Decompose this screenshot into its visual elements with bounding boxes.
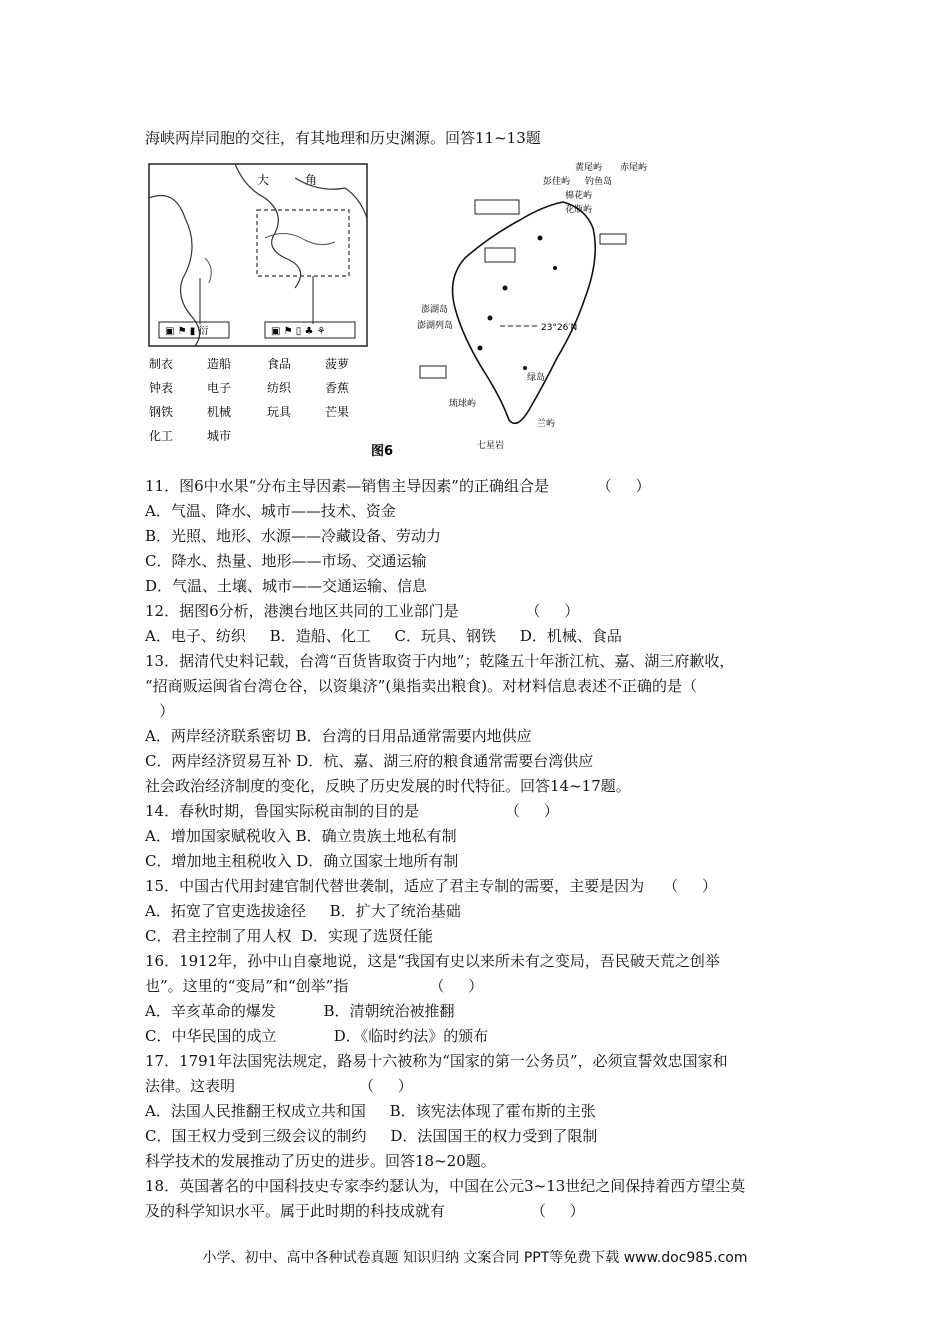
map-frame-left [149,164,367,346]
question-line: 12．据图6分析，港澳台地区共同的工业部门是 （ ） [145,602,580,620]
question-line: 科学技术的发展推动了历史的进步。回答18~20题。 [145,1152,496,1170]
map-label-sea: 大 [257,173,270,187]
question-line: ） [145,702,175,720]
question-line: 17．1791年法国宪法规定，路易十六被称为“国家的第一公务员”，必须宣誓效忠国家和 [145,1052,728,1070]
island-label: 棉花屿 [565,191,593,201]
island-label: 赤尾屿 [620,163,648,173]
legend-item: 纺织 [267,381,292,395]
question-line: A．气温、降水、城市——技术、资金 [145,502,396,520]
island-label: 澎湖列岛 [417,321,454,331]
legend-item: 玩具 [267,405,292,419]
island-label: 黄尾屿 [575,163,603,173]
question-line: 11．图6中水果“分布主导因素—销售主导因素”的正确组合是 （ ） [145,477,651,495]
page-footer: 小学、初中、高中各种试卷真题 知识归纳 文案合同 PPT等免费下载 www.doc985.com [202,1250,748,1266]
legend-item: 城市 [207,429,232,443]
legend-item: 芒果 [325,405,350,419]
question-line: A．辛亥革命的爆发 B．清朝统治被推翻 [145,1002,455,1020]
question-line: A．法国人民推翻王权成立共和国 B．该宪法体现了霍布斯的主张 [145,1102,596,1120]
figure-6-map [145,158,675,458]
legend-item: 化工 [149,429,174,443]
legend-item: 钢铁 [149,405,174,419]
question-line: 及的科学知识水平。属于此时期的科技成就有 （ ） [145,1202,585,1220]
question-line: A．拓宽了官吏选拔途径 B．扩大了统治基础 [145,902,461,920]
question-line: 16．1912年，孙中山自豪地说，这是“我国有史以来所未有之变局，吾民破天荒之创举 [145,952,720,970]
island-label: 花瓶屿 [565,205,593,215]
question-line: D．气温、土壤、城市——交通运输、信息 [145,577,428,595]
question-line: C．中华民国的成立 D．《临时约法》的颁布 [145,1027,489,1045]
map-label-sea2: 角 [305,173,318,187]
question-line: C．两岸经济贸易互补 D．杭、嘉、湖三府的粮食通常需要台湾供应 [145,752,594,770]
question-line: “招商贩运闽省台湾仓谷，以资巢济”(巢指卖出粮食)。对材料信息表述不正确的是（ [145,677,698,695]
figure-caption: 图6 [371,444,394,458]
latitude-label: 23°26′N [541,323,578,333]
question-line: 18．英国著名的中国科技史专家李约瑟认为，中国在公元3~13世纪之间保持着西方望尘莫 [145,1177,746,1195]
intro-text: 海峡两岸同胞的交往，有其地理和历史渊源。回答11~13题 [145,129,541,147]
taiwan-outline [453,202,596,423]
question-line: 15．中国古代用封建官制代替世袭制，适应了君主专制的需要，主要是因为 （ ） [145,877,718,895]
legend-item: 香蕉 [325,381,350,395]
legend-item: 制衣 [149,357,174,371]
question-line: A．电子、纺织 B．造船、化工 C．玩具、钢铁 D．机械、食品 [145,627,622,645]
question-line: A．两岸经济联系密切 B．台湾的日用品通常需要内地供应 [145,727,532,745]
figure-legend [149,356,349,443]
cape-label: 七星岩 [477,441,505,451]
legend-item: 菠萝 [325,357,350,371]
question-line: 社会政治经济制度的变化，反映了历史发展的时代特征。回答14~17题。 [145,777,631,795]
question-line: C．君主控制了用人权 D．实现了选贤任能 [145,927,434,945]
question-line: B．光照、地形、水源——冷藏设备、劳动力 [145,527,442,545]
island-label: 彭佳屿 [543,177,571,187]
svg-text:▣ ⚑ ▮ 衍: ▣ ⚑ ▮ 衍 [165,326,209,337]
question-line: 也”。这里的“变局”和“创举”指 （ ） [145,977,484,995]
island-label: 钓鱼岛 [585,177,613,187]
question-line: 14．春秋时期，鲁国实际税亩制的目的是 （ ） [145,802,559,820]
question-line: C．增加地主租税收入 D．确立国家土地所有制 [145,852,459,870]
island-label: 兰屿 [537,419,556,429]
svg-text:▣ ⚑ ▯ ♣ ⚘: ▣ ⚑ ▯ ♣ ⚘ [271,326,326,337]
question-line: C．国王权力受到三级会议的制约 D．法国国王的权力受到了限制 [145,1127,598,1145]
question-line: A．增加国家赋税收入 B．确立贵族土地私有制 [145,827,457,845]
legend-item: 电子 [207,381,232,395]
legend-item: 造船 [207,357,232,371]
legend-item: 食品 [267,357,292,371]
question-line: 13．据清代史料记载，台湾“百货皆取资于内地”；乾隆五十年浙江杭、嘉、湖三府歉收， [145,652,735,670]
island-label: 琉球屿 [449,399,477,409]
question-line: 法律。这表明 （ ） [145,1077,413,1095]
island-label: 绿岛 [527,373,546,383]
hong-kong-inset [257,210,349,276]
question-line: C．降水、热量、地形——市场、交通运输 [145,552,427,570]
island-label: 澎湖岛 [421,305,449,315]
legend-item: 钟表 [149,381,174,395]
legend-item: 机械 [207,405,232,419]
